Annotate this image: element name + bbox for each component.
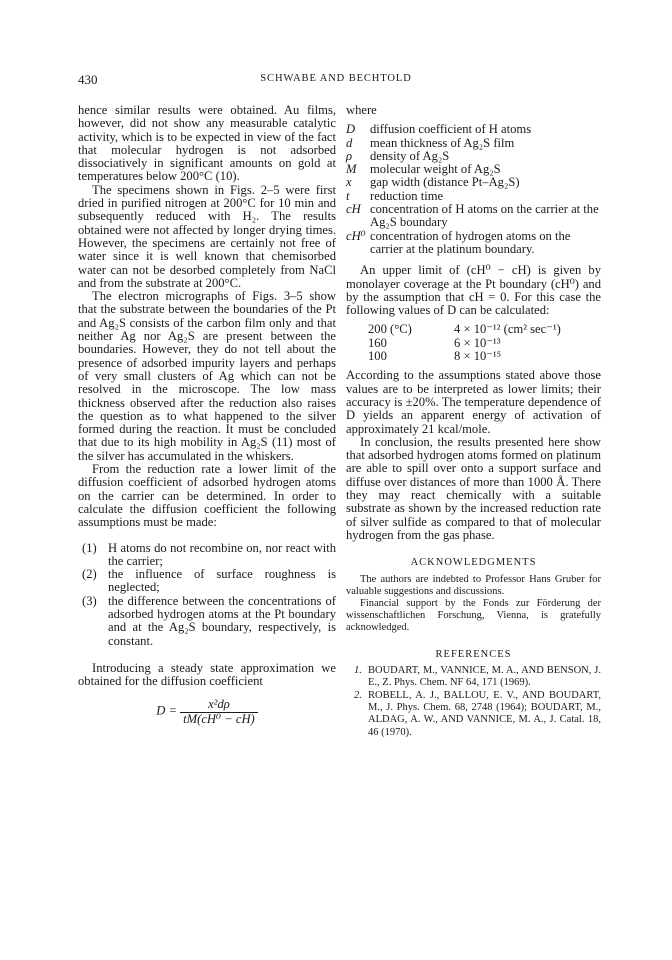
variable-item bbox=[346, 230, 601, 257]
variable-list bbox=[346, 123, 601, 256]
variable-symbol: d bbox=[346, 135, 353, 150]
variable-desc: density of Ag₂S bbox=[370, 148, 450, 163]
variable-item bbox=[346, 137, 601, 150]
variable-desc: concentration of H atoms on the carrier at the Ag₂S boundary bbox=[370, 202, 599, 230]
assumption-item bbox=[78, 595, 336, 648]
diffusion-values-table bbox=[346, 323, 601, 363]
variable-item bbox=[346, 203, 601, 230]
acknowledgment-funding: Financial support by the Fonds zur Förderung der wissenschaftlichen Forschung, Vienna, is gratefully acknowledged. bbox=[346, 597, 601, 633]
variable-desc: diffusion coefficient of H atoms bbox=[370, 122, 532, 137]
assumption-number: (3) bbox=[82, 593, 97, 608]
assumption-item bbox=[78, 568, 336, 595]
variable-item bbox=[346, 123, 601, 136]
variable-symbol: cH⁰ bbox=[346, 228, 366, 243]
where-label: where bbox=[346, 103, 377, 117]
value-temp: 100 bbox=[368, 349, 387, 364]
assumption-number: (1) bbox=[82, 540, 97, 555]
variable-item bbox=[346, 163, 601, 176]
variable-symbol: t bbox=[346, 188, 350, 203]
reference-text: ROBELL, A. J., BALLOU, E. V., AND BOUDART, M., J. Phys. Chem. 68, 2748 (1964); BOUDART, M., ALDAG, A. W., AND VANNICE, M. A., J. Catal. 18, 46 (1970). bbox=[368, 689, 601, 738]
references-heading: REFERENCES bbox=[435, 648, 512, 660]
reference-number: 2. bbox=[354, 689, 362, 701]
value-temp: 160 bbox=[368, 335, 387, 350]
assumption-text: the influence of surface roughness is neglected; bbox=[108, 567, 336, 595]
variable-desc: molecular weight of Ag₂S bbox=[370, 162, 501, 177]
variable-desc: reduction time bbox=[370, 188, 444, 203]
paragraph-continuation: hence similar results were obtained. Au films, however, did not show any measurable catalytic activity, which is to be expected in view of the fact that molecular hydrogen is not adsorbed dissociatively in significant amounts on gold at temperatures below 200°C (10). bbox=[78, 103, 336, 184]
variable-symbol: cH bbox=[346, 202, 361, 217]
paragraph-reduction-rate: From the reduction rate a lower limit of the diffusion coefficient of adsorbed hydrogen atoms on the carrier can be determined. In order to calculate the diffusion coefficient the following assumptions must be made: bbox=[78, 462, 336, 530]
acknowledgment-text: The authors are indebted to Professor Hans Gruber for valuable suggestions and discussions. bbox=[346, 573, 601, 597]
variable-symbol: M bbox=[346, 162, 357, 177]
paragraph-upper-limit: An upper limit of (cH⁰ − cH) is given by monolayer coverage at the Pt boundary (cH⁰) and by the assumption that cH = 0. For this case the following values of D can be calculated: bbox=[346, 263, 601, 318]
assumption-text: H atoms do not recombine on, nor react with the carrier; bbox=[108, 540, 336, 568]
running-head: SCHWABE AND BECHTOLD bbox=[260, 73, 412, 84]
value-coefficient: 6 × 10⁻¹³ bbox=[454, 335, 501, 350]
paragraph-specimens: The specimens shown in Figs. 2–5 were first dried in purified nitrogen at 200°C for 10 min and subsequently reduced with H₂. The results obtained were not affected by longer drying times. However, the specimens are certainly not free of water since it is well known that chemisorbed water can not be desorbed completely from NaCl and from the substrate at 200°C. bbox=[78, 182, 336, 290]
reference-number: 1. bbox=[354, 664, 362, 676]
assumption-item bbox=[78, 542, 336, 569]
value-coefficient: 8 × 10⁻¹⁵ bbox=[454, 349, 502, 364]
variable-desc: mean thickness of Ag₂S film bbox=[370, 135, 515, 150]
reference-text: BOUDART, M., VANNICE, M. A., AND BENSON, J. E., Z. Phys. Chem. NF 64, 171 (1969). bbox=[368, 664, 601, 689]
left-column bbox=[78, 104, 336, 726]
equation-fraction bbox=[180, 698, 258, 726]
acknowledgments-heading: ACKNOWLEDGMENTS bbox=[410, 557, 537, 569]
assumptions-list bbox=[78, 542, 336, 648]
value-temp: 200 (°C) bbox=[368, 322, 412, 337]
assumption-text: the difference between the concentrations of adsorbed hydrogen atoms at the Pt boundary and at the Ag₂S boundary, respectively, is constant. bbox=[108, 593, 336, 648]
page-header bbox=[0, 72, 672, 88]
assumption-number: (2) bbox=[82, 567, 97, 582]
value-row bbox=[346, 337, 601, 350]
variable-symbol: ρ bbox=[346, 148, 353, 163]
page-number: 430 bbox=[78, 72, 98, 87]
reference-item bbox=[346, 665, 601, 690]
equation-lhs: D = bbox=[156, 704, 177, 719]
equation-numerator: x²dρ bbox=[180, 698, 258, 712]
diffusion-equation bbox=[78, 698, 336, 726]
paragraph-steady-state: Introducing a steady state approximation we obtained for the diffusion coefficient bbox=[78, 660, 336, 689]
variable-symbol: D bbox=[346, 122, 356, 137]
value-row bbox=[346, 323, 601, 336]
right-column bbox=[346, 104, 601, 739]
paragraph-accuracy: According to the assumptions stated above those values are to be interpreted as lower limits; their accuracy is ±20%. The temperature dependence of D yields an apparent energy of activation of approximately 21 kcal/mole. bbox=[346, 368, 601, 436]
variable-symbol: x bbox=[346, 175, 352, 190]
reference-item bbox=[346, 690, 601, 740]
variable-desc: concentration of hydrogen atoms on the carrier at the platinum boundary. bbox=[370, 228, 571, 256]
value-coefficient: 4 × 10⁻¹² (cm² sec⁻¹) bbox=[454, 322, 561, 337]
paragraph-micrographs: The electron micrographs of Figs. 3–5 show that the substrate between the boundaries of the Pt and Ag₂S consists of the carbon film only and that neither Ag nor Ag₂S are present between the boundaries. However, they do not tell about the presence of adsorbed impurity layers and perhaps of very small clusters of Ag which can not be resolved in the microscope. The low mass thickness observed after the reduction also raises the question as to what happened to the silver formed during the reaction. It must be concluded that due to its high mobility in Ag₂S (11) most of the silver has accumulated in the whiskers. bbox=[78, 289, 336, 463]
value-row bbox=[346, 350, 601, 363]
variable-desc: gap width (distance Pt–Ag₂S) bbox=[370, 175, 520, 190]
variable-item bbox=[346, 150, 601, 163]
variable-item bbox=[346, 190, 601, 203]
paragraph-conclusion: In conclusion, the results presented here show that adsorbed hydrogen atoms formed on platinum are able to spill over onto a support surface and diffuse over distances of more than 1000 Å. There they may react chemically with a suitable substrate as shown by the increased reduction rate of silver sulfide as compared to that of molecular hydrogen from the gas phase. bbox=[346, 434, 601, 542]
equation-denominator: tM(cH⁰ − cH) bbox=[183, 711, 255, 726]
variable-item bbox=[346, 176, 601, 189]
